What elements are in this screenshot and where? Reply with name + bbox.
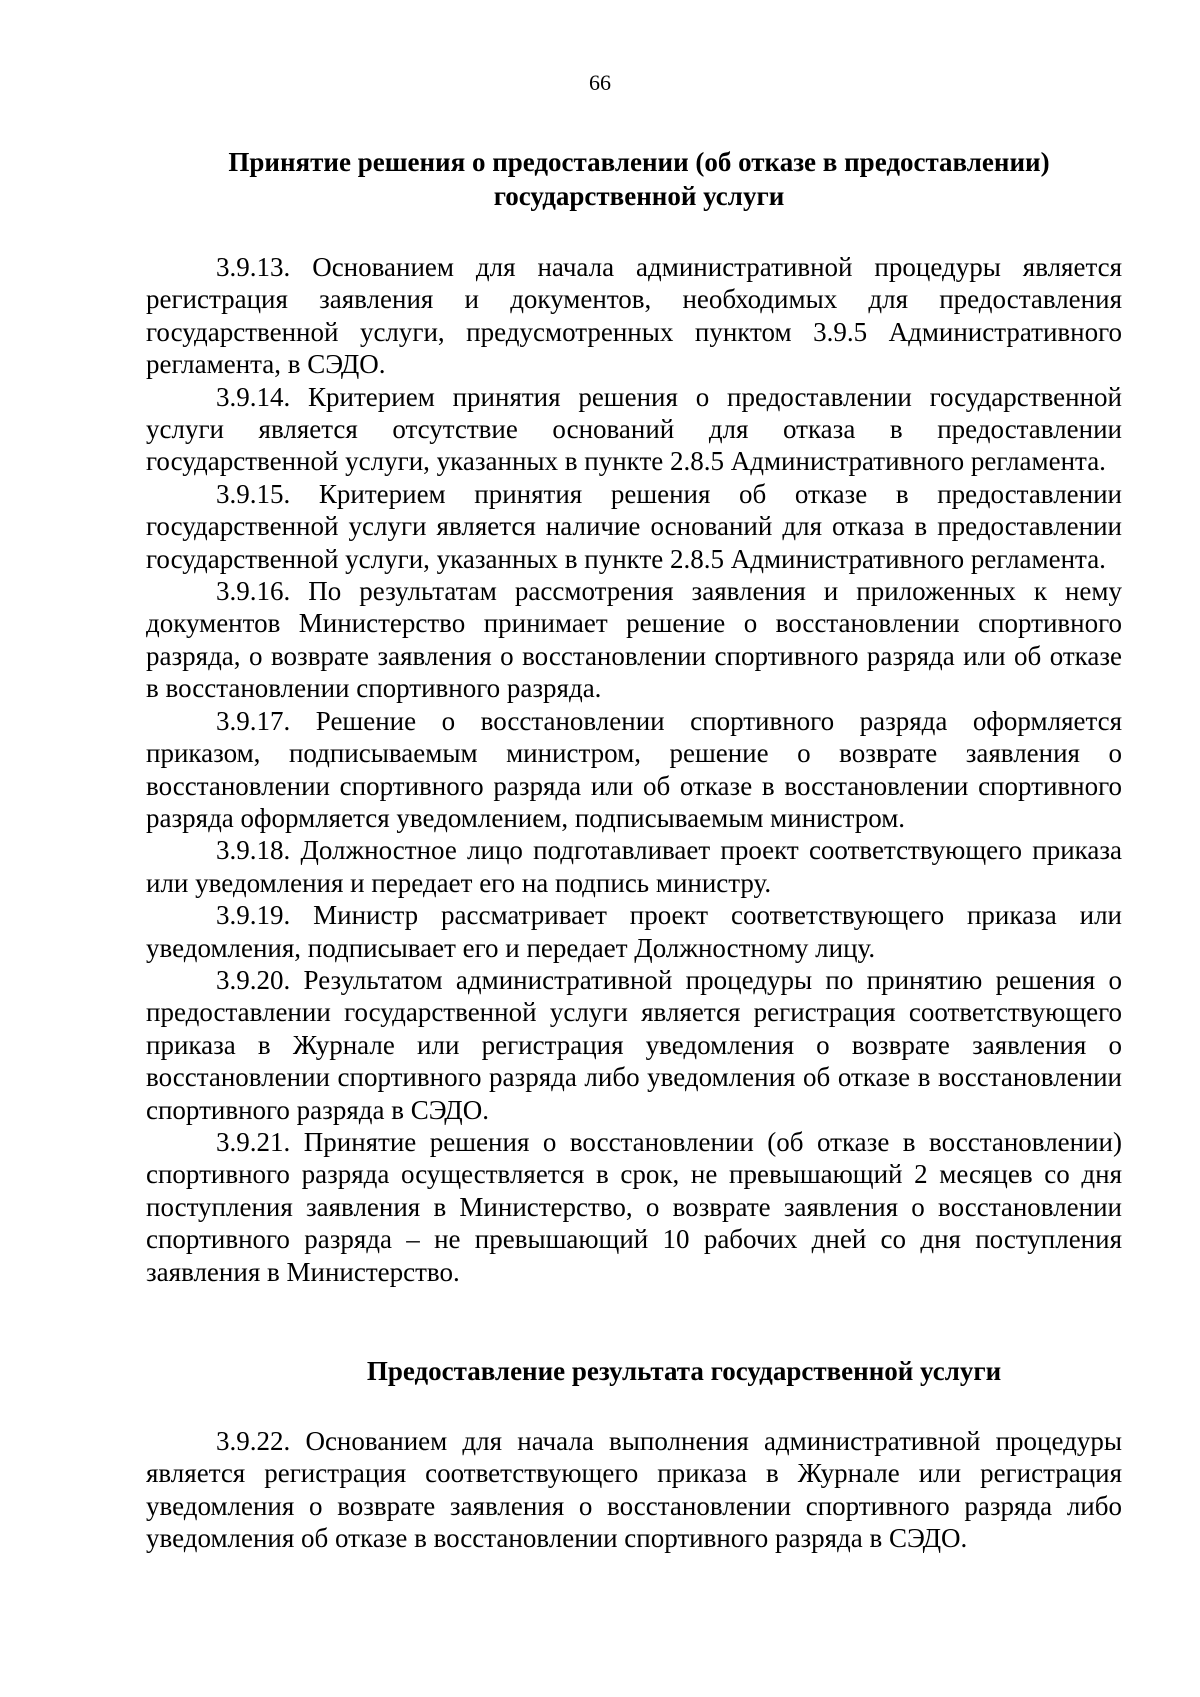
paragraph-3-9-20: 3.9.20. Результатом административной процедуры по принятию решения о предоставлении государственной услуги является регистрация соответствующего приказа в Журнале или регистрация уведомления о возврате заявления о восстановлении спортивного разряда либо уведомления об отказе в восстановлении спортивного разряда в СЭДО. — [146, 964, 1122, 1125]
paragraph-3-9-16: 3.9.16. По результатам рассмотрения заявления и приложенных к нему документов Министерство принимает решение о восстановлении спортивного разряда, о возврате заявления о восстановлении спортивного разряда или об отказе в восстановлении спортивного разряда. — [146, 576, 1122, 704]
page-number: 66 — [589, 70, 611, 95]
document-body — [146, 145, 1122, 1555]
paragraph-3-9-19: 3.9.19. Министр рассматривает проект соответствующего приказа или уведомления, подписывает его и передает Должностному лицу. — [146, 900, 1122, 963]
section-decision-paragraphs — [146, 251, 1122, 1288]
paragraph-3-9-21: 3.9.21. Принятие решения о восстановлении (об отказе в восстановлении) спортивного разряда осуществляется в срок, не превышающий 2 месяцев со дня поступления заявления в Министерство, о возврате заявления о восстановлении спортивного разряда – не превышающий 10 рабочих дней со дня поступления заявления в Министерство. — [146, 1126, 1122, 1287]
paragraph-3-9-15: 3.9.15. Критерием принятия решения об отказе в предоставлении государственной услуги является наличие оснований для отказа в предоставлении государственной услуги, указанных в пункте 2.8.5 Административного регламента. — [146, 478, 1122, 574]
paragraph-3-9-22: 3.9.22. Основанием для начала выполнения административной процедуры является регистрация соответствующего приказа в Журнале или регистрация уведомления о возврате заявления о восстановлении спортивного разряда либо уведомления об отказе в восстановлении спортивного разряда в СЭДО. — [146, 1426, 1122, 1554]
paragraph-3-9-18: 3.9.18. Должностное лицо подготавливает проект соответствующего приказа или уведомления и передает его на подпись министру. — [146, 835, 1122, 898]
section-heading-result: Предоставление результата государственной услуги — [366, 1356, 1002, 1386]
section-heading-decision: Принятие решения о предоставлении (об отказе в предоставлении) государственной услуги — [228, 147, 1050, 211]
section-result-paragraphs — [146, 1425, 1122, 1555]
paragraph-3-9-13: 3.9.13. Основанием для начала административной процедуры является регистрация заявления и документов, необходимых для предоставления государственной услуги, предусмотренных пунктом 3.9.5 Административного регламента, в СЭДО. — [146, 252, 1122, 380]
paragraph-3-9-17: 3.9.17. Решение о восстановлении спортивного разряда оформляется приказом, подписываемым министром, решение о возврате заявления о восстановлении спортивного разряда или об отказе в восстановлении спортивного разряда оформляется уведомлением, подписываемым министром. — [146, 705, 1122, 833]
paragraph-3-9-14: 3.9.14. Критерием принятия решения о предоставлении государственной услуги является отсутствие оснований для отказа в предоставлении государственной услуги, указанных в пункте 2.8.5 Административного регламента. — [146, 381, 1122, 477]
